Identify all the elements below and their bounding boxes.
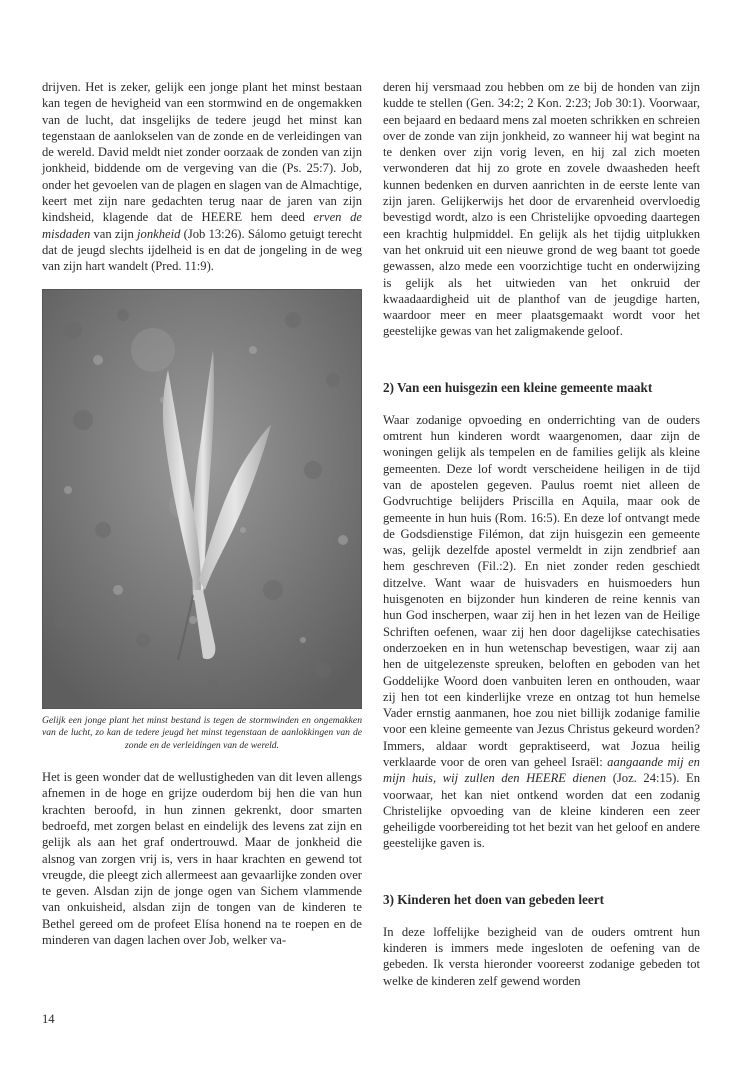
right-paragraph-3 <box>383 924 700 989</box>
italic-text-run: jonkheid <box>137 226 181 241</box>
text-run: drijven. Het is zeker, gelijk een jonge plant het minst bestaan kan tegen de hevigheid van een stormwind en de ongemakken van de lucht, dat insgelijks de tedere jeugd het minst kan tegenstaan de aanlokselen van de zonde en de verleidingen van de wereld. David meldt niet zonder oorzaak de zonden van zijn jonkheid, biddende om de vergeving van die (Ps. 25:7). Job, onder het gevoelen van de plagen en slagen van de Almachtige, keert met zijn nare gedachten terug naar de jaren van zijn kindsheid, klagende dat de HEERE hem deed <box>42 80 362 225</box>
italic-text-run: erven de misdaden <box>42 210 362 241</box>
left-column <box>42 79 362 948</box>
spacer <box>42 752 362 769</box>
spacer <box>383 340 700 380</box>
spacer <box>383 396 700 412</box>
photo-caption: Gelijk een jonge plant het minst bestand is tegen de stormwinden en ongemakken van de lucht, zo kan de tedere jeugd het minst tegenstaan de aanlokkingen van de zonde en de verleidingen van de wereld. <box>42 714 362 751</box>
text-run: (Job 13:26). Sálomo getuigt terecht dat de jeugd slechts ijdelheid is en dat de jongeling in de weg van zijn hart wandelt (Pred. 11:9). <box>42 226 362 274</box>
young-plant-image <box>43 290 361 708</box>
text-run: In deze loffelijke bezigheid van de ouders omtrent hun kinderen is immers mede ingesloten de oefening van de gebeden. Ik versta hieronder vooreerst zodanige gebeden tot welke de kinderen zelf gewend worden <box>383 924 700 988</box>
text-run: (Joz. 24:15). En voorwaar, het kan niet ontkend worden dat een zodanig Christelijke opvoeding van de kleine kinderen een zeer geheiligde voorbereiding tot het bezit van het geloof en andere geestelijke gaven is. <box>383 771 700 851</box>
section-heading-3: 3) Kinderen het doen van gebeden leert <box>383 891 604 907</box>
text-run: Het is geen wonder dat de wellustigheden van dit leven allengs afnemen in de hoge en grijze ouderdom bij hen die van hun krachten beroofd, in hun zinnen gekrenkt, door smarten bedroefd, met zorgen belast en eindelijk des levens zat zijn en gelijk als aan het graf ondertrouwd. Maar de jonkheid die alsnog van zorgen vrij is, vers in haar krachten en gewend tot vreugde, die pleegt zich allermeest aan gevaarlijke zonden over te geven. Alsdan zijn de jonge ogen van Sichem vlammende van onkuisheid, alsdan zijn de tongen van de kinderen te Bethel gereed om de profeet Elísa honend na te roepen en de minderen van dagen lachen over Job, welker va- <box>42 770 362 948</box>
section-heading-2: 2) Van een huisgezin een kleine gemeente maakt <box>383 379 653 395</box>
right-paragraph-2 <box>383 412 700 852</box>
spacer <box>383 908 700 924</box>
right-column <box>383 79 700 989</box>
plant-photo <box>42 289 362 709</box>
spacer <box>383 852 700 892</box>
page-number: 14 <box>42 1012 55 1026</box>
left-paragraph-1 <box>42 79 362 275</box>
text-run: Waar zodanige opvoeding en onderrichting van de ouders omtrent hun kinderen wordt waargenomen, daar zijn de woningen gelijk als tempelen en de families gelijk als kleine gemeenten. Deze lof wordt verscheidene heiligen in de tijd van de apostelen gegeven. Paulus roemt niet alleen de Godvruchtige belijders Priscilla en Aquila, maar ook de gemeente in hun huis (Rom. 16:5). En deze lof ontvangt mede de Godsdienstige Filémon, dat zijn huisgezin een gemeente was, gelijk dezelfde apostel vermeldt in zijn zendbrief aan hem geschreven (Fil.:2). En niet zonder reden geschiedt ditzelve. Want waar de huisvaders en huismoeders hun huisgenoten en bijzonder hun kinderen de reine kennis van hun God inscherpen, waar zij hen in het lezen van de Heilige Schriften oefenen, waar zij hen door dagelijkse catechisaties onderzoeken en in hun wetenschap bevestigen, waar zij aan hen de uitgelezenste spreuken, beloften en geboden van het Goddelijke Woord doen vanbuiten leren en onthouden, waar zij hen tot een kinderlijke vreze en ontzag tot hun hemelse Vader ernstig aanmanen, hoe zou niet billijk zodanige familie voor een kleine gemeente van Jezus Christus gekeurd worden? Immers, aldaar wordt gepraktiseerd, wat Jozua heilig verklaarde voor de oren van geheel Israël: <box>383 412 700 769</box>
text-run: van zijn <box>90 226 138 241</box>
left-paragraph-2 <box>42 769 362 948</box>
text-run: deren hij versmaad zou hebben om ze bij de honden van zijn kudde te stellen (Gen. 34:2; 2 Kon. 2:23; Job 30:1). Voorwaar, een bejaard en bedaard mens zal moeten schrikken en schreien over de zonde van zijn jonkheid, zo wanneer hij wat begint na te denken over zijn vorig leven, en hij zal zich moeten verwonderen dat hij zo grote en zovele dwaasheden heeft kunnen bedenken en durven aanrichten in de eerste lente van zijn jaren. Gelijkerwijs het door de ervarenheid overvloedig bevestigd wordt, alzo is een Christelijke opvoeding daartegen een krachtig hulpmiddel. En gelijk als het tijdig uitplukken van het onkruid uit een nieuwe grond de weg baant tot goede gewassen, alzo mede een voorzichtige tucht en onderwijzing is gelijk als het uitwieden van het onkruid der kwaadaardigheid uit de planthof van de jeugdige harten, waardoor meer en meer plaatsgemaakt wordt voor het geestelijke gewas van het zaligmakende geloof. <box>383 80 700 339</box>
italic-text-run: aangaande mij en mijn huis, wij zullen den HEERE dienen <box>383 754 700 786</box>
right-paragraph-1 <box>383 79 700 340</box>
